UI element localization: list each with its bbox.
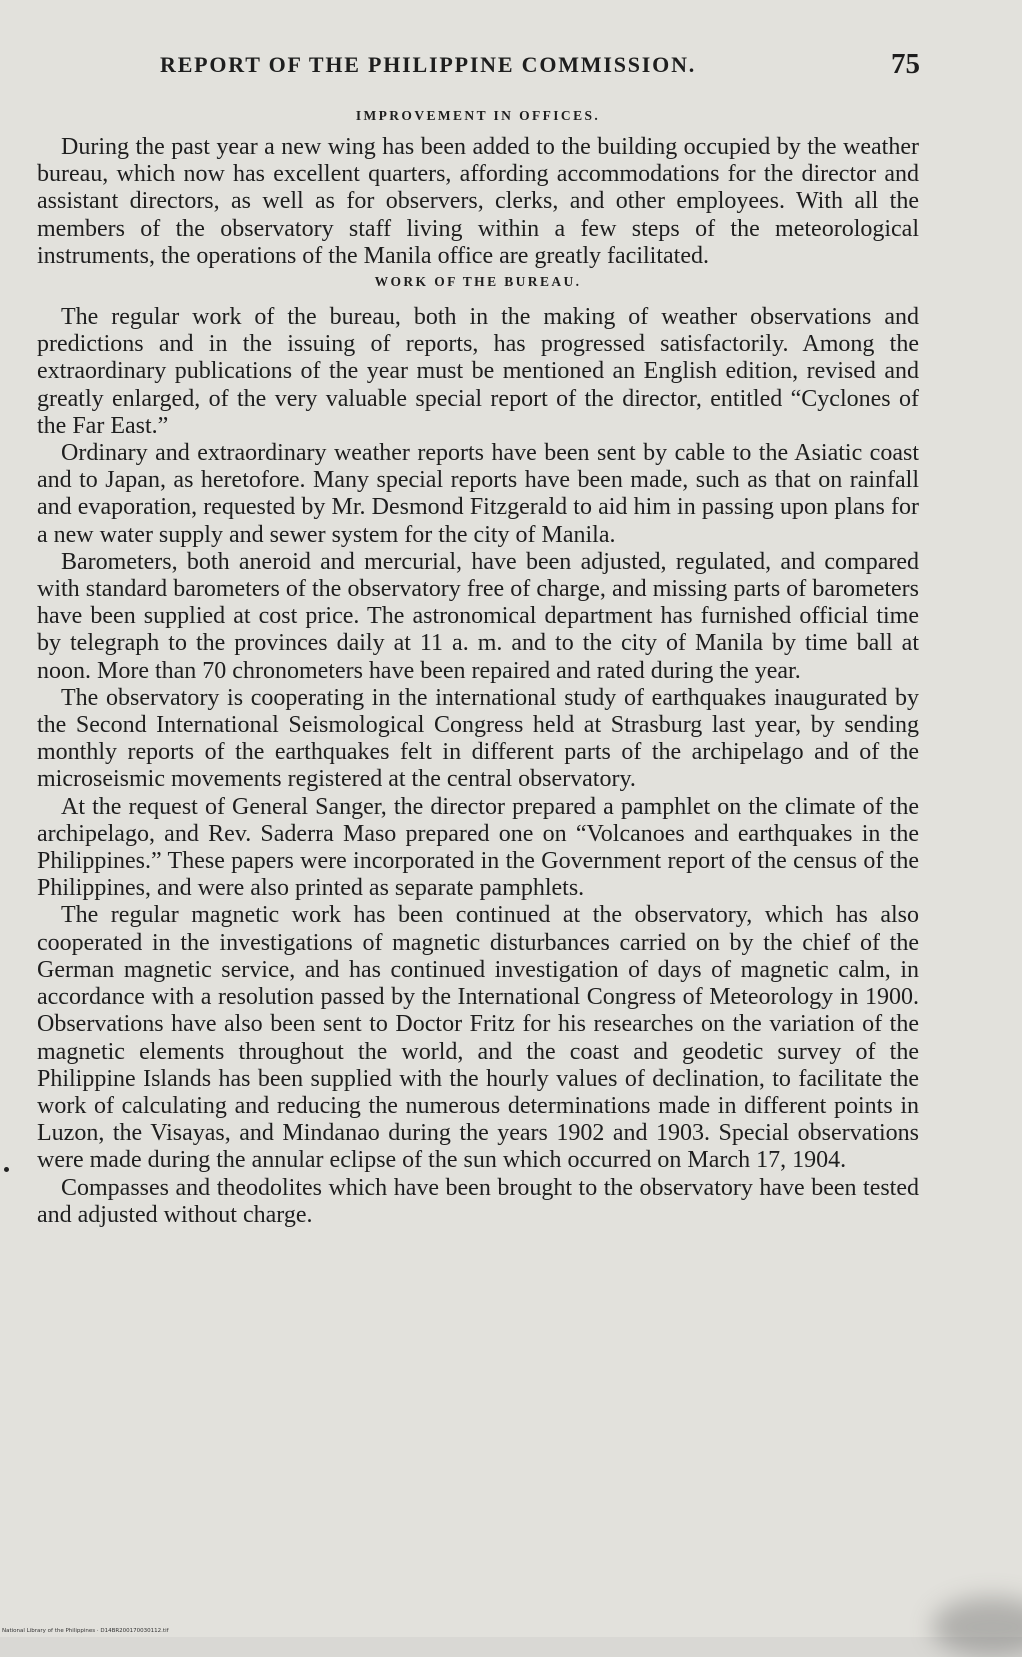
- margin-mark: [4, 1167, 9, 1172]
- running-head: REPORT OF THE PHILIPPINE COMMISSION.: [160, 52, 697, 77]
- paragraph-weather-reports: Ordinary and extraordinary weather reports have been sent by cable to the Asiatic coast and to Japan, as heretofore. Many special reports have been made, such as that on rainfall and evaporation, requested by Mr. Desmond Fitzgerald to aid him in passing upon plans for a new water supply and sewer system for the city of Manila.: [37, 440, 919, 548]
- paragraph-new-wing: During the past year a new wing has been added to the building occupied by the weather bureau, which now has excellent quarters, affording accommodations for the director and assistant directors, as well as for observers, clerks, and other employees. With all the members of the observatory staff living within a few steps of the meteorological instruments, the operations of the Manila office are greatly facilitated.: [37, 134, 919, 269]
- page-number: 75: [891, 48, 920, 80]
- section-heading-improvement: IMPROVEMENT IN OFFICES.: [355, 108, 601, 123]
- paragraph-compasses: Compasses and theodolites which have been brought to the observatory have been tested and adjusted without charge.: [37, 1174, 919, 1228]
- paragraph-regular-work: The regular work of the bureau, both in the making of weather observations and predictions and in the issuing of reports, has progressed satisfactorily. Among the extraordinary publications of the year must be mentioned an English edition, revised and greatly enlarged, of the very valuable special report of the director, entitled “Cyclones of the Far East.”: [37, 304, 919, 439]
- scan-credit: National Library of the Philippines · D14BR200170030112.tif: [2, 1628, 169, 1634]
- page-body: [37, 108, 919, 1229]
- paragraph-barometers: Barometers, both aneroid and mercurial, have been adjusted, regulated, and compared with standard barometers of the observatory free of charge, and missing parts of barometers have been supplied at cost price. The astronomical department has furnished official time by telegraph to the provinces daily at 11 a. m. and to the city of Manila by time ball at noon. More than 70 chronometers have been repaired and rated during the year.: [37, 548, 919, 684]
- section-heading-work: WORK OF THE BUREAU.: [374, 274, 582, 290]
- paragraph-magnetic-work: The regular magnetic work has been continued at the observatory, which has also cooperated in the investigations of magnetic disturbances carried on by the chief of the German magnetic service, and has continued investigation of days of magnetic calm, in accordance with a resolution passed by the International Congress of Meteorology in 1900. Observations have also been sent to Doctor Fritz for his researches on the variation of the magnetic elements throughout the world, and the coast and geodetic survey of the Philippine Islands has been supplied with the hourly values of declination, to facilitate the work of calculating and reducing the numerous determinations made in different points in Luzon, the Visayas, and Mindanao during the years 1902 and 1903. Special observations were made during the annular eclipse of the sun which occurred on March 17, 1904.: [37, 902, 919, 1174]
- paragraph-pamphlets: At the request of General Sanger, the director prepared a pamphlet on the climate of the archipelago, and Rev. Saderra Maso prepared one on “Volcanoes and earthquakes in the Philippines.” These papers were incorporated in the Government report of the census of the Philippines, and were also printed as separate pamphlets.: [37, 793, 919, 902]
- paragraph-earthquakes: The observatory is cooperating in the international study of earthquakes inaugurated by the Second International Seismological Congress held at Strasburg last year, by sending monthly reports of the earthquakes felt in different parts of the archipelago and of the microseismic movements registered at the central observatory.: [37, 684, 919, 793]
- page-header: [160, 48, 920, 88]
